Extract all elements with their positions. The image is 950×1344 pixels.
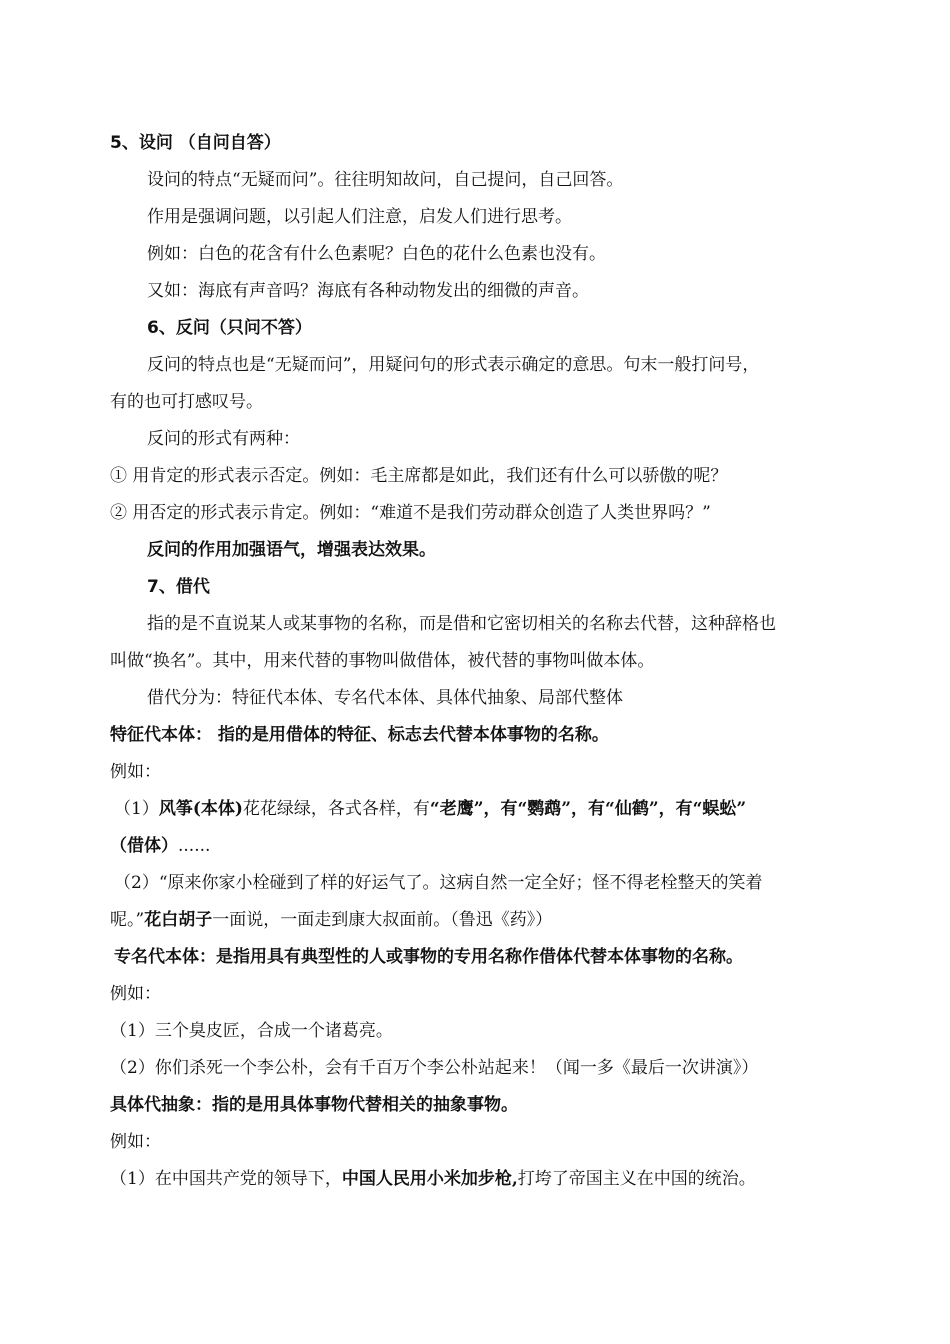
example-bold-text: “老鹰”，有“鹦鹉”，有“仙鹤”，有“蜈蚣” xyxy=(429,799,747,819)
subheading-proper-name: 专名代本体：是指用具有典型性的人或事物的专用名称作借体代替本体事物的名称。 xyxy=(114,947,743,967)
example-text: 花花绿绿，各式各样，有 xyxy=(242,799,430,819)
paragraph: 反问的特点也是“无疑而问”，用疑问句的形式表示确定的意思。句末一般打问号， xyxy=(147,355,760,375)
subheading-concrete-abstract: 具体代抽象：指的是用具体事物代替相关的抽象事物。 xyxy=(110,1095,518,1115)
example-label: 例如： xyxy=(110,984,161,1004)
example-line: （2）“原来你家小栓碰到了样的好运气了。这病自然一定全好；怪不得老栓整天的笑着 xyxy=(114,873,763,893)
example-text: 呢。” xyxy=(110,910,145,930)
example-line xyxy=(110,828,855,865)
example-label: 例如： xyxy=(110,762,161,782)
example-line xyxy=(110,902,855,939)
list-item: ① 用肯定的形式表示否定。例如：毛主席都是如此，我们还有什么可以骄傲的呢？ xyxy=(110,466,728,486)
list-item: ② 用否定的形式表示肯定。例如：“难道不是我们劳动群众创造了人类世界吗？” xyxy=(110,503,711,523)
paragraph: 反问的形式有两种： xyxy=(147,429,300,449)
paragraph: 借代分为：特征代本体、专名代本体、具体代抽象、局部代整体 xyxy=(147,688,623,708)
example-bold-text: 风筝(本体) xyxy=(158,799,243,819)
example-line: （2）你们杀死一个李公朴，会有千百万个李公朴站起来！（闻一多《最后一次讲演》） xyxy=(110,1058,759,1078)
paragraph: 作用是强调问题，以引起人们注意，启发人们进行思考。 xyxy=(147,207,572,227)
heading-metonymy: 7、借代 xyxy=(147,577,210,597)
paragraph: 有的也可打感叹号。 xyxy=(110,392,263,412)
example-number: （1） xyxy=(114,799,159,819)
paragraph: 设问的特点“无疑而问”。往往明知故问，自己提问，自己回答。 xyxy=(147,170,624,190)
example-text: （1）在中国共产党的领导下， xyxy=(110,1169,342,1189)
example-text: ...... xyxy=(178,836,211,856)
heading-rhetorical-question: 5、设问 （自问自答） xyxy=(110,133,281,153)
example-text: 一面说，一面走到康大叔面前。（鲁迅《药》） xyxy=(212,910,553,930)
paragraph: 又如：海底有声音吗？海底有各种动物发出的细微的声音。 xyxy=(147,281,589,301)
paragraph: 叫做“换名”。其中，用来代替的事物叫做借体，被代替的事物叫做本体。 xyxy=(110,651,655,671)
example-line: （1）三个臭皮匠，合成一个诸葛亮。 xyxy=(110,1021,393,1041)
paragraph: 指的是不直说某人或某事物的名称，而是借和它密切相关的名称去代替，这种辞格也 xyxy=(147,614,776,634)
example-text: 打垮了帝国主义在中国的统治。 xyxy=(517,1169,756,1189)
subheading-feature: 特征代本体： 指的是用借体的特征、标志去代替本体事物的名称。 xyxy=(110,725,609,745)
example-bold-text: 中国人民用小米加步枪, xyxy=(341,1169,518,1189)
example-bold-text: （借体） xyxy=(110,836,178,856)
paragraph-bold: 反问的作用加强语气，增强表达效果。 xyxy=(147,540,436,560)
example-label: 例如： xyxy=(110,1132,161,1152)
example-bold-text: 花白胡子 xyxy=(144,910,213,930)
example-line xyxy=(110,1161,855,1198)
heading-counter-question: 6、反问（只问不答） xyxy=(147,318,312,338)
example-line xyxy=(110,791,855,828)
paragraph: 例如：白色的花含有什么色素呢？白色的花什么色素也没有。 xyxy=(147,244,606,264)
